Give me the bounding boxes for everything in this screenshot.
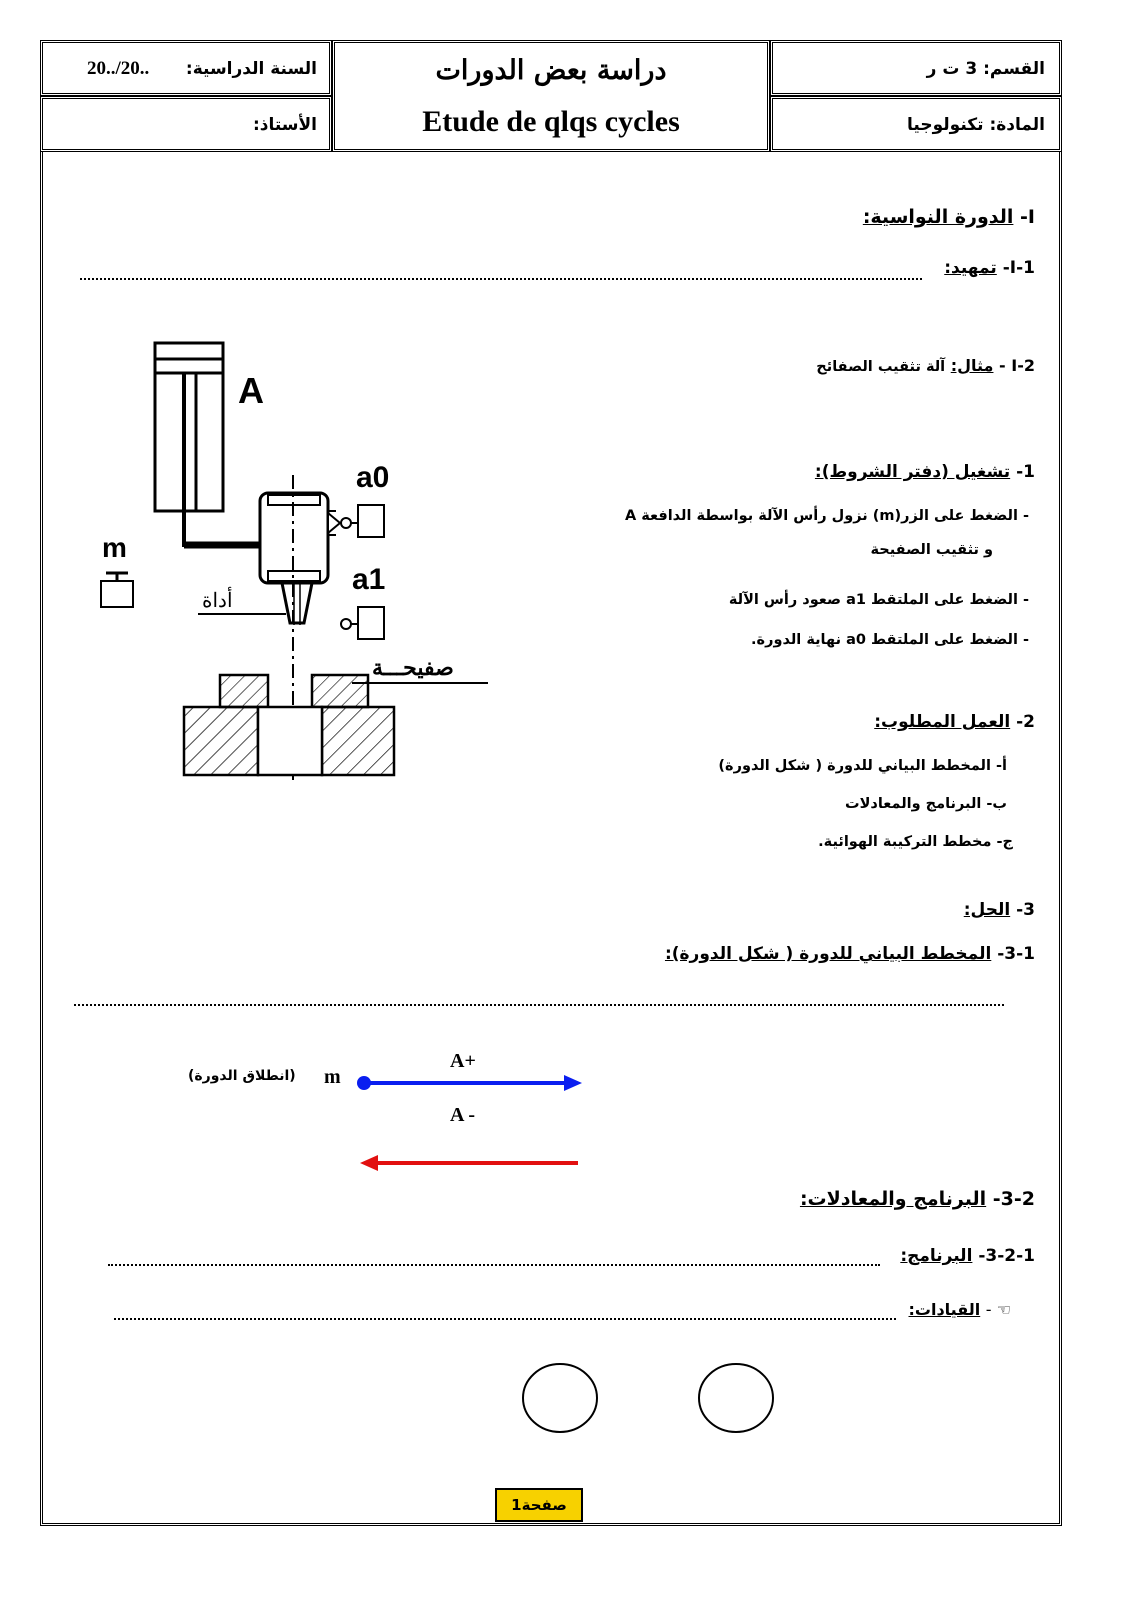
cylinder-label: A — [238, 370, 264, 411]
work-item-c: ج- مخطط التركيبة الهوائية. — [818, 834, 1013, 850]
machine-base — [184, 707, 394, 775]
operation-number: 1- — [1016, 462, 1035, 482]
leads-heading — [909, 1300, 1012, 1319]
section-3-2-number: 3-2- — [992, 1188, 1035, 1210]
work-item-a: أ- المخطط البياني للدورة ( شكل الدورة) — [718, 758, 1007, 774]
section-1-1-title: تمهيد: — [944, 258, 997, 278]
operation-heading — [815, 462, 1035, 482]
step-circles — [518, 1360, 782, 1440]
sensor-a1 — [341, 607, 384, 639]
header-title-cell — [332, 40, 770, 152]
year-value: 20../20.. — [87, 58, 150, 79]
subject-label: المادة: تكنولوجيا — [907, 115, 1045, 135]
header-class-cell — [770, 40, 1062, 96]
cylinder-a — [155, 343, 223, 547]
title-arabic: دراسة بعض الدورات — [435, 55, 667, 86]
pointing-hand-icon: ☜ - — [985, 1300, 1011, 1319]
section-3-2-heading — [800, 1188, 1035, 1210]
section-1-number: I- — [1020, 206, 1035, 228]
section-1-2-title: مثال: — [950, 356, 994, 375]
work-title: العمل المطلوب: — [874, 712, 1011, 732]
section-3-2-title: البرنامج والمعادلات: — [799, 1188, 987, 1210]
cycle-start-label: (انطلاق الدورة) — [188, 1068, 296, 1084]
header-teacher-cell — [40, 96, 332, 152]
section-3-2-1-title: البرنامج: — [900, 1246, 973, 1266]
drilling-machine-diagram — [90, 335, 500, 790]
a-minus-label: A - — [450, 1104, 475, 1126]
button-m-label: m — [102, 532, 127, 563]
sensor-a1-label: a1 — [352, 563, 386, 596]
page-number: صفحة1 — [495, 1488, 583, 1522]
solution-number: 3- — [1016, 900, 1035, 920]
step-circle — [699, 1364, 773, 1432]
step-circle — [523, 1364, 597, 1432]
return-arrow-head — [360, 1155, 378, 1171]
section-1-title: الدورة النواسية: — [862, 206, 1014, 228]
section-3-2-1-number: 3-2-1- — [978, 1246, 1035, 1266]
machine-head — [260, 493, 340, 583]
drill-tool — [282, 583, 312, 623]
work-heading — [874, 712, 1035, 732]
operation-title: تشغيل (دفتر الشروط): — [814, 462, 1011, 482]
sheet-label: صفيحـــة — [372, 655, 454, 680]
teacher-label: الأستاذ: — [252, 115, 317, 135]
operation-item-2: - الضغط على الملتقط a1 صعود رأس الآلة — [728, 592, 1029, 608]
answer-line — [108, 1264, 880, 1266]
sensor-a0 — [341, 505, 384, 537]
section-1-1-number: I-1- — [1002, 258, 1035, 278]
answer-line — [80, 278, 922, 280]
operation-item-1-cont: و تثقيب الصفيحة — [870, 542, 993, 558]
section-1-2-heading — [816, 356, 1035, 375]
forward-arrow-head — [564, 1075, 582, 1091]
cycle-arrows — [340, 1060, 600, 1180]
answer-line — [114, 1318, 896, 1320]
work-item-b: ب- البرنامج والمعادلات — [845, 796, 1007, 812]
solution-title: الحل: — [963, 900, 1011, 920]
section-1-2-text: آلة تثقيب الصفائح — [816, 359, 946, 375]
tool-label: أداة — [202, 590, 233, 612]
section-1-1-heading — [944, 258, 1035, 278]
section-3-1-title: المخطط البياني للدورة ( شكل الدورة): — [664, 944, 992, 964]
section-3-1-heading — [665, 944, 1035, 964]
section-3-1-number: 3-1- — [997, 944, 1035, 964]
push-button-m — [101, 573, 133, 607]
class-label: القسم: 3 ت ر — [926, 59, 1045, 79]
answer-line — [74, 1004, 1004, 1006]
a-plus-label: A+ — [450, 1050, 476, 1072]
title-french: Etude de qlqs cycles — [422, 105, 680, 138]
work-number: 2- — [1016, 712, 1035, 732]
leads-title: القيادات: — [908, 1300, 981, 1319]
year-label: السنة الدراسية: — [185, 59, 317, 79]
sensor-a0-label: a0 — [356, 461, 390, 494]
section-1-2-number: I-2 - — [999, 356, 1035, 375]
solution-heading — [964, 900, 1035, 920]
header-subject-cell — [770, 96, 1062, 152]
section-1-heading — [863, 206, 1035, 228]
operation-item-3: - الضغط على الملتقط a0 نهاية الدورة. — [751, 632, 1029, 648]
section-3-2-1-heading — [900, 1246, 1035, 1266]
operation-item-1: - الضغط على الزر(m) نزول رأس الآلة بواسطة الدافعة A — [624, 508, 1029, 524]
header-year-cell — [40, 40, 332, 96]
cycle-m-label: m — [324, 1066, 341, 1088]
